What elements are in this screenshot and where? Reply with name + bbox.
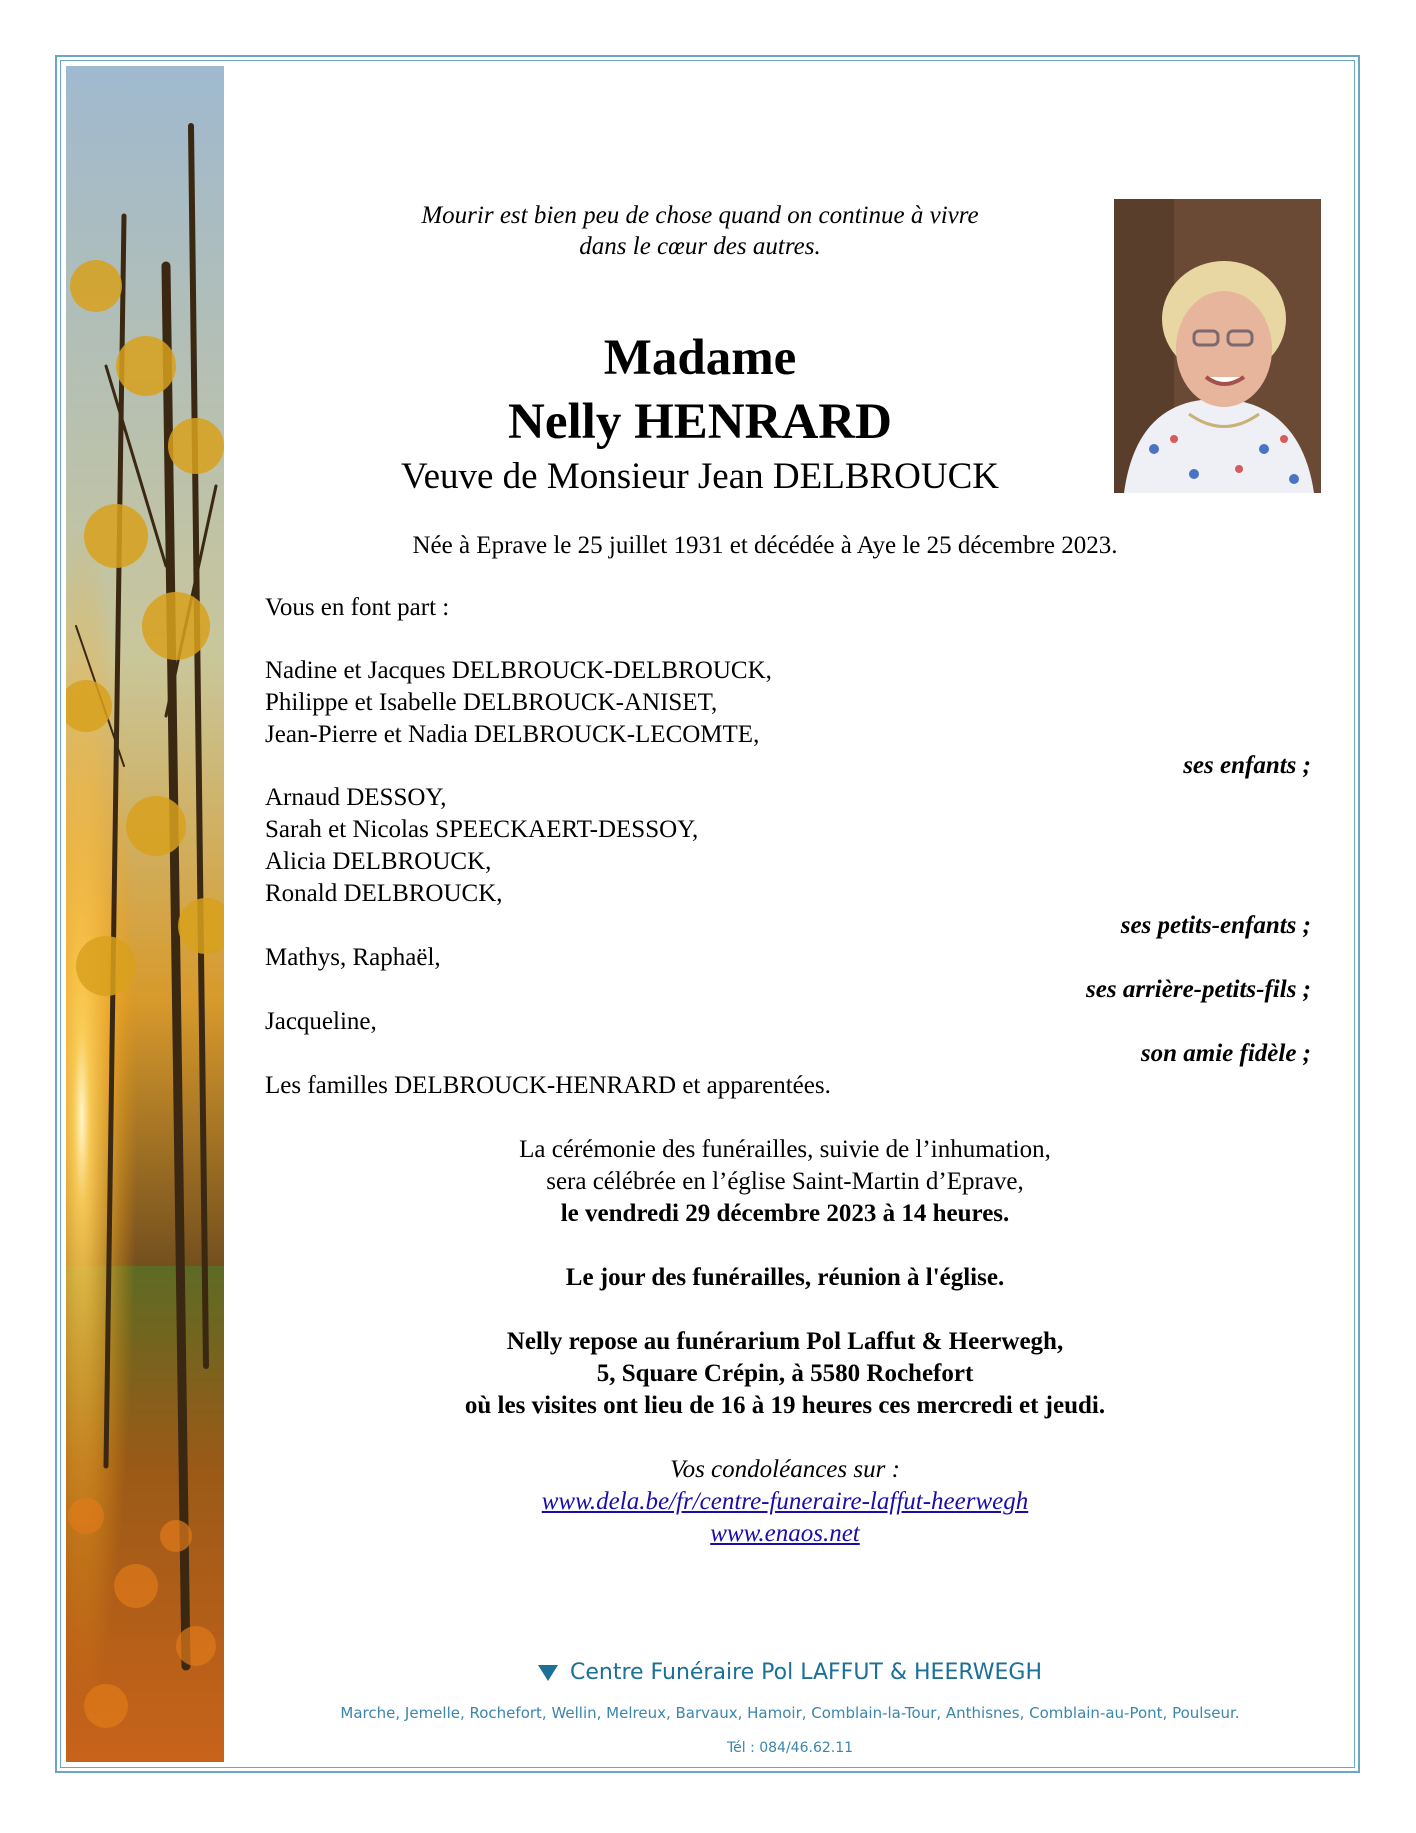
great-grandchildren-role: ses arrière-petits-fils ; [1086, 976, 1311, 1003]
footer-company [225, 1660, 1355, 1685]
epitaph-quote [225, 200, 1175, 262]
footer-cities: Marche, Jemelle, Rochefort, Wellin, Melreux, Barvaux, Hamoir, Comblain-la-Tour, Anthisnes, Comblain-au-Pont, Poulseur. [340, 1704, 1240, 1722]
ceremony-line-1: La cérémonie des funérailles, suivie de l’inhumation, [519, 1136, 1051, 1163]
list-item: Nadine et Jacques DELBROUCK-DELBROUCK, [265, 657, 772, 684]
deceased-spouse: Veuve de Monsieur Jean DELBROUCK [400, 456, 1000, 497]
quote-line-1: Mourir est bien peu de chose quand on continue à vivre [421, 202, 979, 229]
triangle-down-icon [538, 1665, 558, 1681]
grandchildren-list [265, 782, 698, 910]
families-text: Les familles DELBROUCK-HENRARD et apparentées. [265, 1072, 831, 1099]
condolences-label: Vos condoléances sur : [670, 1456, 900, 1483]
children-role: ses enfants ; [1183, 752, 1311, 779]
rest-line-2: 5, Square Crépin, à 5580 Rochefort [596, 1360, 974, 1387]
condolences-link-enaos[interactable]: www.enaos.net [710, 1520, 860, 1547]
rest-line-1: Nelly repose au funérarium Pol Laffut & Heerwegh, [506, 1328, 1064, 1355]
deceased-name: Nelly HENRARD [508, 394, 892, 450]
list-item: Ronald DELBROUCK, [265, 880, 503, 907]
rest-line-3: où les visites ont lieu de 16 à 19 heures ces mercredi et jeudi. [464, 1392, 1106, 1419]
ceremony-info [290, 1134, 1280, 1230]
meeting-info: Le jour des funérailles, réunion à l'église. [565, 1264, 1005, 1291]
great-grandchildren-list: Mathys, Raphaël, [265, 944, 441, 971]
friend-list: Jacqueline, [265, 1008, 377, 1035]
company-name: Centre Funéraire Pol LAFFUT & HEERWEGH [570, 1660, 1042, 1685]
quote-line-2: dans le cœur des autres. [579, 233, 821, 260]
condolences-link-dela[interactable]: www.dela.be/fr/centre-funeraire-laffut-heerwegh [541, 1488, 1029, 1515]
list-item: Jean-Pierre et Nadia DELBROUCK-LECOMTE, [265, 721, 760, 748]
rest-info [290, 1326, 1280, 1422]
list-item: Sarah et Nicolas SPEECKAERT-DESSOY, [265, 816, 699, 843]
birth-death-dates: Née à Eprave le 25 juillet 1931 et décédée à Aye le 25 décembre 2023. [412, 532, 1118, 559]
autumn-forest-image [66, 66, 224, 1762]
announce-text: Vous en font part : [265, 594, 450, 621]
ceremony-line-2: sera célébrée en l’église Saint-Martin d’Eprave, [546, 1168, 1024, 1195]
deceased-title: Madame [603, 330, 797, 386]
ceremony-date: le vendredi 29 décembre 2023 à 14 heures. [560, 1200, 1010, 1227]
children-list [265, 655, 772, 751]
condolences-block [290, 1454, 1280, 1550]
list-item: Alicia DELBROUCK, [265, 848, 492, 875]
list-item: Philippe et Isabelle DELBROUCK-ANISET, [265, 689, 718, 716]
footer-phone: Tél : 084/46.62.11 [726, 1740, 854, 1756]
friend-role: son amie fidèle ; [1140, 1040, 1311, 1067]
list-item: Arnaud DESSOY, [265, 784, 447, 811]
grandchildren-role: ses petits-enfants ; [1120, 912, 1311, 939]
